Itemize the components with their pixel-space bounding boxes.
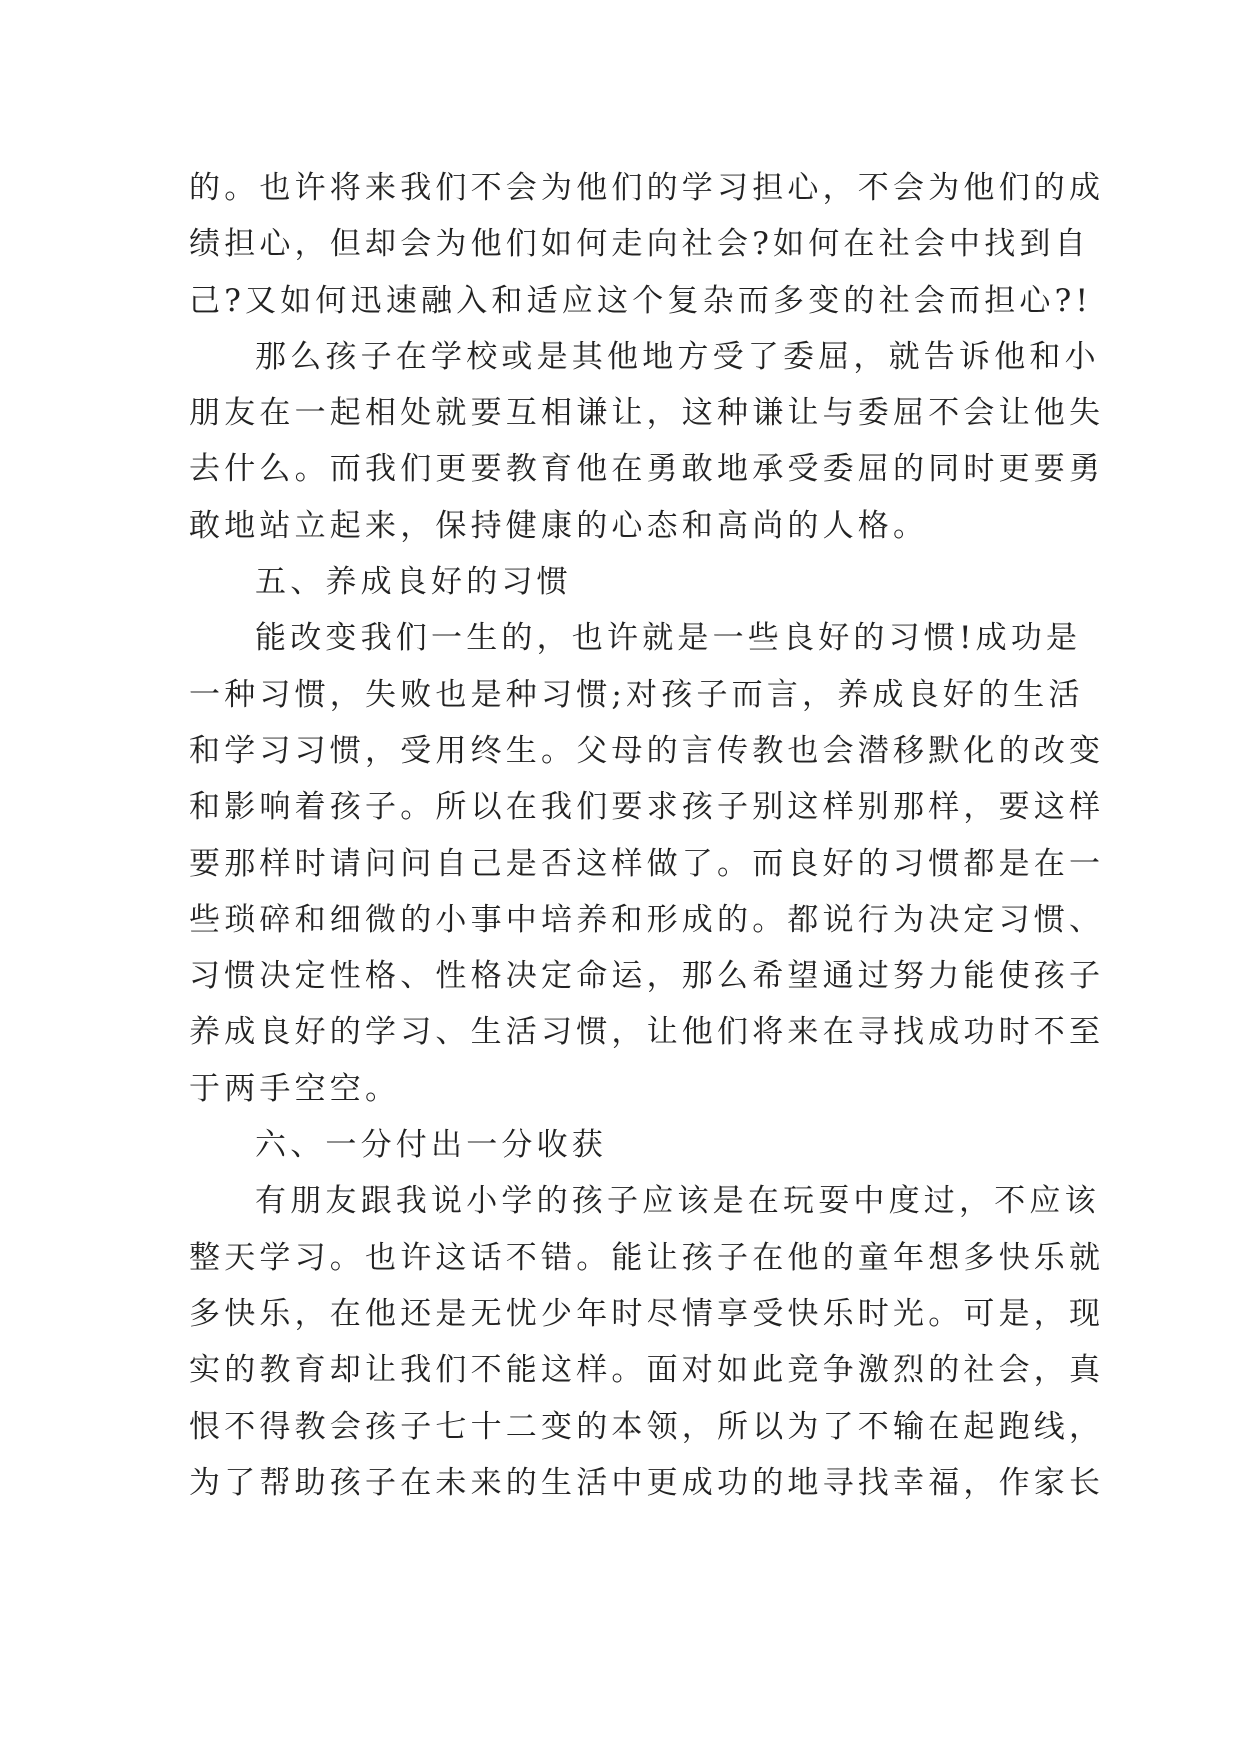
text-line: 能改变我们一生的，也许就是一些良好的习惯!成功是 — [255, 620, 1082, 657]
text-line: 己?又如何迅速融入和适应这个复杂而多变的社会而担心?! — [189, 282, 1093, 319]
text-line: 那么孩子在学校或是其他地方受了委屈，就告诉他和小 — [255, 338, 1100, 375]
text-line: 多快乐，在他还是无忧少年时尽情享受快乐时光。可是，现 — [189, 1295, 1105, 1332]
body-text — [189, 160, 1105, 1511]
text-line: 朋友在一起相处就要互相谦让，这种谦让与委屈不会让他失 — [189, 395, 1105, 432]
text-line: 去什么。而我们更要教育他在勇敢地承受委屈的同时更要勇 — [189, 451, 1105, 488]
text-line: 实的教育却让我们不能这样。面对如此竞争激烈的社会，真 — [189, 1352, 1105, 1389]
text-line: 六、一分付出一分收获 — [255, 1127, 607, 1164]
text-line: 于两手空空。 — [189, 1070, 401, 1107]
text-line: 恨不得教会孩子七十二变的本领，所以为了不输在起跑线， — [189, 1408, 1105, 1445]
text-line: 些琐碎和细微的小事中培养和形成的。都说行为决定习惯、 — [189, 901, 1105, 938]
text-line: 习惯决定性格、性格决定命运，那么希望通过努力能使孩子 — [189, 958, 1105, 995]
text-line: 五、养成良好的习惯 — [255, 564, 572, 601]
text-line: 和影响着孩子。所以在我们要求孩子别这样别那样，要这样 — [189, 789, 1105, 826]
text-line: 一种习惯，失败也是种习惯;对孩子而言，养成良好的生活 — [189, 676, 1084, 713]
text-line: 要那样时请问问自己是否这样做了。而良好的习惯都是在一 — [189, 845, 1105, 882]
text-line: 有朋友跟我说小学的孩子应该是在玩耍中度过，不应该 — [255, 1183, 1100, 1220]
text-line: 绩担心，但却会为他们如何走向社会?如何在社会中找到自 — [189, 226, 1090, 263]
text-line: 和学习习惯，受用终生。父母的言传教也会潜移默化的改变 — [189, 732, 1105, 769]
text-line: 整天学习。也许这话不错。能让孩子在他的童年想多快乐就 — [189, 1239, 1105, 1276]
text-line: 的。也许将来我们不会为他们的学习担心，不会为他们的成 — [189, 170, 1105, 206]
text-line: 敢地站立起来，保持健康的心态和高尚的人格。 — [189, 507, 929, 544]
text-line: 为了帮助孩子在未来的生活中更成功的地寻找幸福，作家长 — [189, 1464, 1105, 1501]
text-line: 养成良好的学习、生活习惯，让他们将来在寻找成功时不至 — [189, 1014, 1105, 1051]
